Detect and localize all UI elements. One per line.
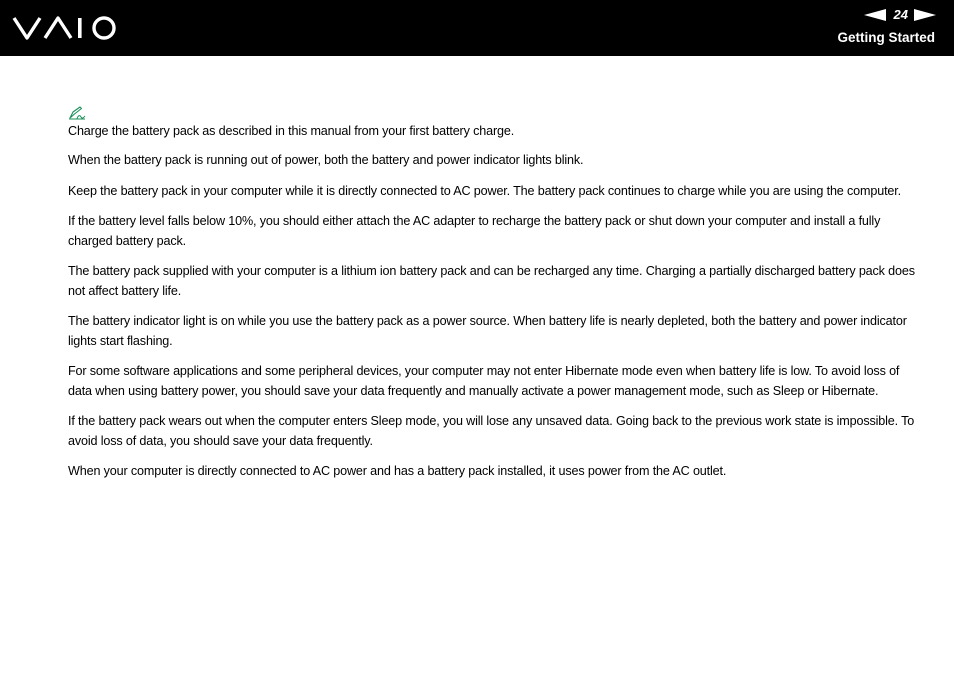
note-section [68, 106, 918, 481]
next-page-arrow-icon[interactable] [914, 9, 936, 21]
note-paragraph: The battery indicator light is on while you use the battery pack as a power source. When battery life is nearly depleted, both the battery and power indicator lights start flashing. [68, 314, 907, 348]
note-paragraph: When your computer is directly connected to AC power and has a battery pack installed, it uses power from the AC outlet. [68, 464, 727, 478]
note-paragraph: The battery pack supplied with your computer is a lithium ion battery pack and can be recharged any time. Charging a partially discharged battery pack does not affect battery life. [68, 264, 915, 298]
note-paragraph: For some software applications and some peripheral devices, your computer may not enter Hibernate mode even when battery life is low. To avoid loss of data when using battery power, you should save your data frequently and manually activate a power management mode, such as Sleep or Hibernate. [68, 364, 900, 398]
section-title: Getting Started [837, 30, 935, 45]
note-paragraph: Charge the battery pack as described in this manual from your first battery charge. [68, 124, 515, 138]
page-navigation [864, 7, 936, 23]
note-pencil-icon [68, 106, 86, 120]
page-header [0, 0, 954, 56]
vaio-logo-icon [12, 13, 120, 43]
note-paragraph: If the battery pack wears out when the computer enters Sleep mode, you will lose any unsaved data. Going back to the previous work state is impossible. To avoid loss of data, you should save your data frequently. [68, 414, 915, 448]
note-paragraph: Keep the battery pack in your computer while it is directly connected to AC power. The battery pack continues to charge while you are using the computer. [68, 184, 901, 198]
previous-page-arrow-icon[interactable] [864, 9, 886, 21]
note-paragraph: When the battery pack is running out of power, both the battery and power indicator lights blink. [68, 153, 584, 167]
page-number: 24 [893, 7, 908, 22]
note-paragraph: If the battery level falls below 10%, you should either attach the AC adapter to recharge the battery pack or shut down your computer and install a fully charged battery pack. [68, 214, 881, 248]
